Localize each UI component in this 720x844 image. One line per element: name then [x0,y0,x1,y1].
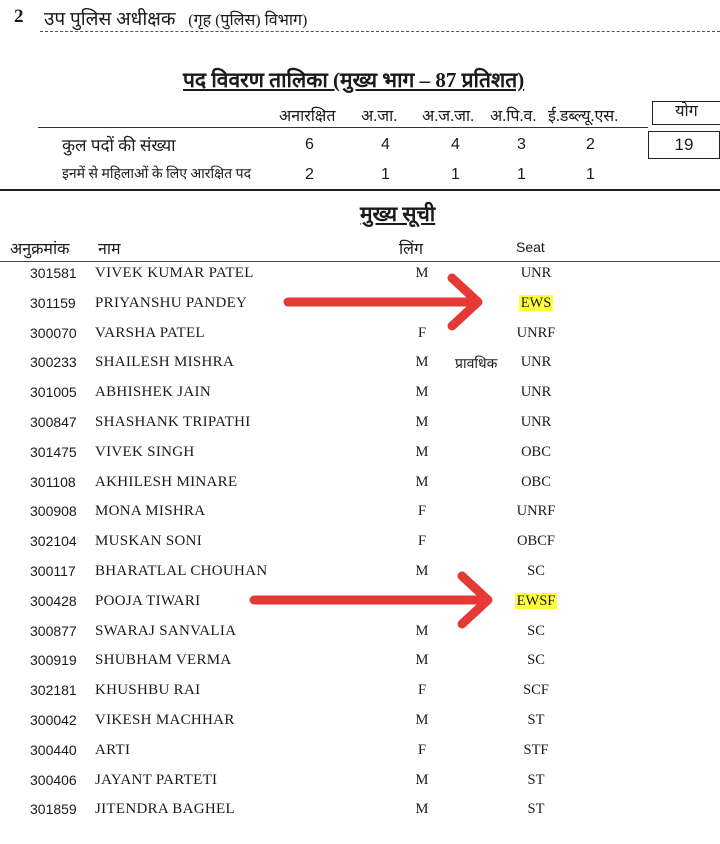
gender: M [415,652,429,669]
women-st: 1 [451,166,460,183]
candidate-name: SWARAJ SANVALIA [95,622,237,639]
seat-category: SC [527,652,545,669]
highlighted-seat: EWSF [516,592,556,609]
gender: M [415,384,429,401]
gender: M [415,771,429,788]
women-ews: 1 [586,166,595,183]
section-number: 2 [14,6,24,27]
seat-category: OBCF [517,533,555,550]
highlighted-seat: EWS [520,294,552,311]
total-ews: 2 [586,136,595,153]
post-table-title: पद विवरण तालिका (मुख्य भाग – 87 प्रतिशत) [183,68,525,92]
women-sc: 1 [381,166,390,183]
col-header-ews: ई.डब्ल्यू.एस. [548,108,619,125]
header-gender: लिंग [399,241,424,258]
post-title: उप पुलिस अधीक्षक [44,9,176,30]
main-list-title: मुख्य सूची [360,202,436,226]
col-header-sc: अ.जा. [361,108,398,125]
roll-number: 300233 [30,354,77,371]
gender: M [415,265,429,281]
seat-category: UNRF [516,503,556,520]
header-roll: अनुक्रमांक [10,241,70,258]
candidate-name: MONA MISHRA [95,503,206,520]
seat-category: UNR [520,414,552,430]
gender: M [415,443,429,460]
candidate-name: JAYANT PARTETI [95,771,218,788]
gender: M [415,622,429,639]
roll-number: 302104 [30,533,77,550]
roll-number: 300117 [30,563,76,579]
women-obc: 1 [517,166,526,183]
col-header-total: योग [652,101,720,125]
roll-number: 300042 [30,712,77,728]
remark: प्रावधिक [455,357,498,373]
women-unreserved: 2 [305,166,314,183]
candidate-name: SHASHANK TRIPATHI [95,414,251,430]
roll-number: 300877 [30,622,77,639]
candidate-name: MUSKAN SONI [95,533,203,550]
red-arrow-icon [254,576,488,624]
candidate-name: SHUBHAM VERMA [95,652,232,669]
roll-number: 300428 [30,592,77,609]
total-sc: 4 [381,136,390,153]
candidate-name: VIVEK KUMAR PATEL [95,265,254,281]
women-reserved-label: इनमें से महिलाओं के लिए आरक्षित पद [62,167,252,182]
gender: F [417,324,427,341]
header-seat: Seat [516,239,545,255]
roll-number: 300406 [30,771,77,788]
red-arrow-icon [288,278,478,326]
candidate-name: ABHISHEK JAIN [95,384,211,401]
header-name: नाम [98,241,121,258]
gender: M [415,712,429,728]
roll-number: 301005 [30,384,77,401]
roll-number: 300908 [30,503,77,520]
roll-number: 302181 [30,682,77,699]
total-obc: 3 [517,136,526,153]
gender: M [415,801,429,818]
total-posts-label: कुल पदों की संख्या [62,136,176,155]
candidate-name: JITENDRA BAGHEL [95,801,235,818]
roll-number: 300070 [30,324,77,341]
gender: M [415,414,429,430]
candidate-name: VARSHA PATEL [95,324,205,341]
candidate-name: PRIYANSHU PANDEY [95,294,248,311]
seat-category: ST [527,712,545,728]
seat-category: ST [527,801,545,818]
seat-category: UNR [520,384,552,401]
seat-category: OBC [521,473,551,490]
roll-number: 301475 [30,443,77,460]
seat-category: OBC [521,443,551,460]
gender: M [415,563,429,579]
col-header-unreserved: अनारक्षित [279,108,336,125]
roll-number: 301108 [30,473,76,490]
candidate-name: BHARATLAL CHOUHAN [95,563,268,579]
roll-number: 300847 [30,414,77,430]
candidate-name: ARTI [95,741,131,758]
candidate-name: KHUSHBU RAI [95,682,201,699]
gender: M [415,473,429,490]
seat-category: UNRF [516,324,556,341]
col-header-st: अ.ज.जा. [422,108,475,125]
seat-category: STF [523,741,549,758]
candidate-name: SHAILESH MISHRA [95,354,235,371]
roll-number: 300919 [30,652,77,669]
roll-number: 300440 [30,741,77,758]
roll-number: 301159 [30,294,76,311]
gender: F [417,741,427,758]
gender: F [417,682,427,699]
department-label: (गृह (पुलिस) विभाग) [188,12,308,29]
candidate-name: VIVEK SINGH [95,443,195,460]
seat-category: ST [527,771,545,788]
gender: M [415,354,429,371]
candidate-name: VIKESH MACHHAR [95,712,235,728]
seat-category: SC [527,563,545,579]
gender: F [417,503,427,520]
gender: F [417,533,427,550]
seat-category: UNR [520,354,552,371]
candidate-name: POOJA TIWARI [95,592,201,609]
seat-category: SCF [523,682,549,699]
total-count-box: 19 [648,131,720,159]
seat-category: SC [527,622,545,639]
roll-number: 301859 [30,801,77,818]
roll-number: 301581 [30,265,77,281]
col-header-obc: अ.पि.व. [490,108,537,125]
candidate-name: AKHILESH MINARE [95,473,238,490]
seat-category: UNR [520,265,552,281]
total-st: 4 [451,136,460,153]
total-unreserved: 6 [305,136,314,153]
